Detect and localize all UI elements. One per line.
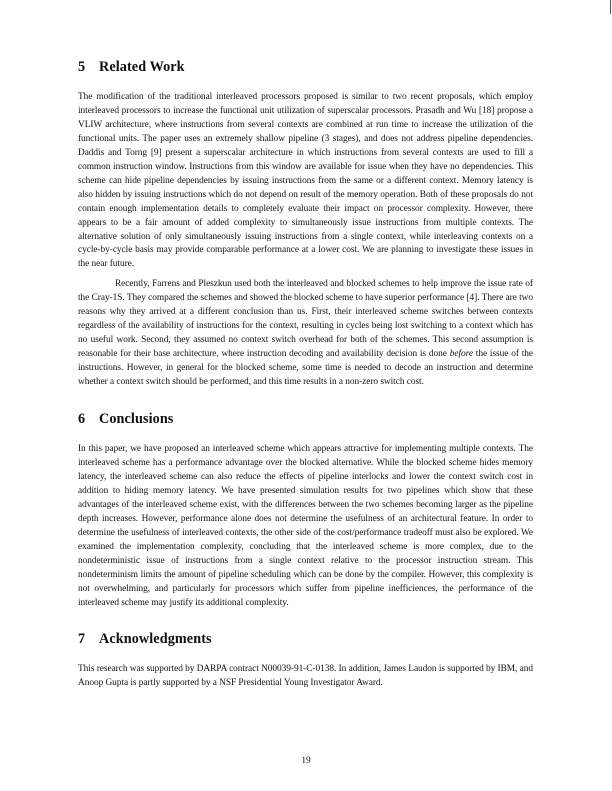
section-number: 6 xyxy=(78,411,86,428)
page-number: 19 xyxy=(301,756,311,766)
page-edge-mark xyxy=(610,0,611,14)
section-title: Acknowledgments xyxy=(99,631,212,648)
paragraph-text: the issue of the instructions. However, in general for the blocked scheme, some time is needed to decode an instruction and determine whether a context switch should be performed, and this time results in a non-zero switch cost. xyxy=(78,349,533,388)
paragraph-related-work-2 xyxy=(78,278,533,390)
section-heading-conclusions xyxy=(78,409,533,429)
paragraph-related-work-1: The modification of the traditional interleaved processors proposed is similar to two recent proposals, which employ interleaved processors to increase the functional unit utilization of superscalar processors. Prasadh and Wu [18] propose a VLIW architecture, where instructions from several contexts are combined at run time to increase the utilization of the functional units. The paper uses an extremely shallow pipeline (3 stages), and does not address pipeline dependencies. Daddis and Torng [9] present a superscalar architecture in which instructions from several contexts are used to fill a common instruction window. Instructions from this window are available for issue when they have no dependencies. This scheme can hide pipeline dependencies by issuing instructions from the same or a different context. Memory latency is also hidden by issuing instructions which do not depend on result of the memory operation. Both of these proposals do not contain enough implementation details to completely evaluate their impact on processor complexity. However, there appears to be a fair amount of added complexity to simultaneously issue instructions from multiple contexts. The alternative solution of only simultaneously issuing instructions from a single context, while interleaving contexts on a cycle-by-cycle basis may provide comparable performance at a lower cost. We are planning to investigate these issues in the near future. xyxy=(78,92,533,270)
paragraph-text: Recently, Farrens and Pleszkun used both the interleaved and blocked schemes to help improve the issue rate of the Cray-1S. They compared the schemes and showed the blocked scheme to have superior performance [4]. There are two reasons why they arrived at a different conclusion than us. First, their interleaved scheme switches between contexts regardless of the availability of instructions for the context, resulting in cycles being lost switching to a context which has no useful work. Second, they assumed no context switch overhead for both of the schemes. This second assumption is reasonable for their base architecture, where instruction decoding and availability decision is done xyxy=(78,279,533,360)
section-number: 5 xyxy=(78,59,86,75)
emphasis-text: before xyxy=(449,349,473,360)
document-page xyxy=(78,57,533,691)
section-number: 7 xyxy=(78,631,86,648)
section-heading-related-work xyxy=(78,57,533,77)
section-title: Related Work xyxy=(99,59,185,75)
paragraph-acknowledgments-1: This research was supported by DARPA contract N00039-91-C-0138. In addition, James Laudon is supported by IBM, and Anoop Gupta is partly supported by a NSF Presidential Young Investigator Award. xyxy=(78,664,533,689)
section-heading-acknowledgments xyxy=(78,629,533,649)
section-title: Conclusions xyxy=(99,411,174,428)
paragraph-conclusions-1: In this paper, we have proposed an interleaved scheme which appears attractive for implementing multiple contexts. The interleaved scheme has a performance advantage over the blocked alternative. While the blocked scheme hides memory latency, the interleaved scheme can also reduce the effects of pipeline interlocks and lower the context switch cost in addition to hiding memory latency. We have presented simulation results for two pipelines which show that these advantages of the interleaved scheme exist, with the differences between the two schemes becoming larger as the pipeline depth increases. However, performance alone does not determine the usefulness of an architectural feature. In order to determine the usefulness of interleaved contexts, the other side of the cost/performance tradeoff must also be explored. We examined the implementation complexity, concluding that the interleaved scheme is more complex, due to the nondeterministic issue of instructions from a single context relative to the processor instruction stream. This nondeterminism limits the amount of pipeline scheduling which can be done by the compiler. However, this complexity is not overwhelming, and particularly for processors which suffer from pipeline inefficiences, the performance of the interleaved scheme may justify its additional complexity. xyxy=(78,444,533,608)
